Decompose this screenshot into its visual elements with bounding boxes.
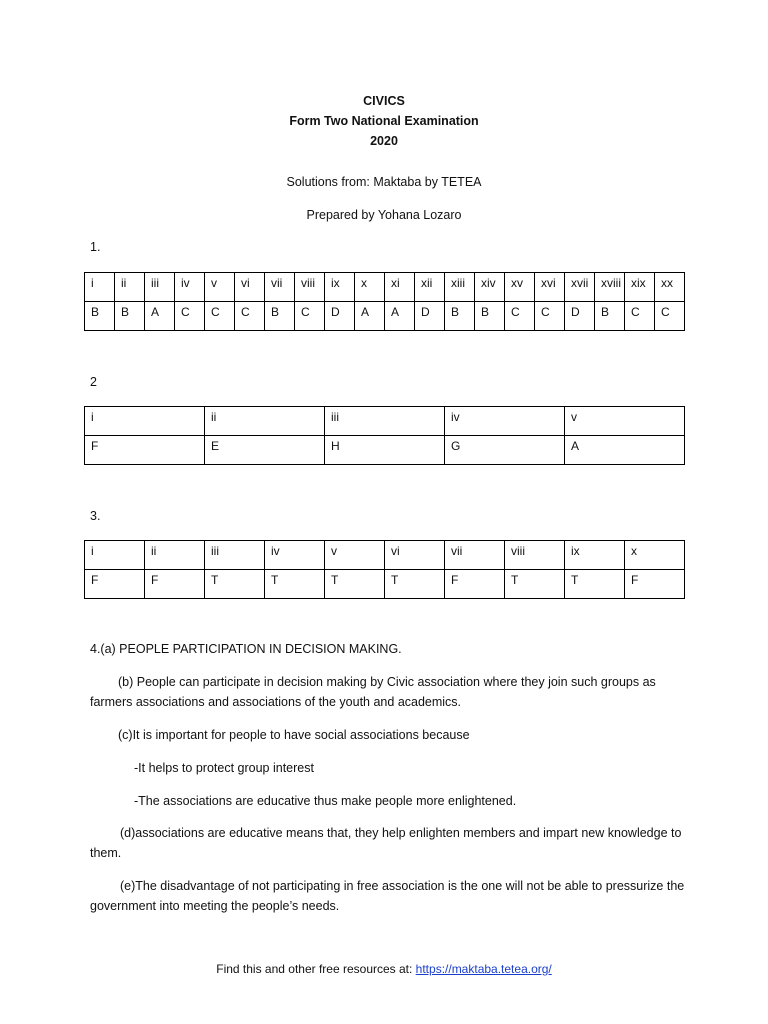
- q4-part-a: 4.(a) PEOPLE PARTICIPATION IN DECISION MAKING.: [90, 642, 402, 656]
- question-number-cell: iii: [205, 541, 265, 570]
- answer-cell: F: [625, 570, 685, 599]
- q4-part-c: (c)It is important for people to have social associations because: [118, 728, 470, 742]
- q3-answer-table: [84, 540, 685, 599]
- question-number-cell: i: [85, 541, 145, 570]
- answer-cell: B: [265, 302, 295, 331]
- q2-header-row: [85, 407, 685, 436]
- answer-cell: F: [445, 570, 505, 599]
- question-number-cell: xiii: [445, 273, 475, 302]
- answer-cell: D: [415, 302, 445, 331]
- answer-cell: H: [325, 436, 445, 465]
- question-number-cell: xvi: [535, 273, 565, 302]
- question-number-cell: ix: [325, 273, 355, 302]
- question-number-cell: i: [85, 407, 205, 436]
- source-line: Solutions from: Maktaba by TETEA: [286, 175, 482, 189]
- answer-cell: F: [145, 570, 205, 599]
- question-number-cell: xi: [385, 273, 415, 302]
- q2-label: 2: [90, 375, 97, 389]
- q1-header-row: [85, 273, 685, 302]
- exam-year: 2020: [370, 134, 398, 148]
- answer-cell: T: [385, 570, 445, 599]
- q4-part-b: (b) People can participate in decision making by Civic association where they join such groups as farmers associations and associations of the youth and academics.: [90, 675, 656, 709]
- answer-cell: C: [205, 302, 235, 331]
- q2-answer-row: [85, 436, 685, 465]
- answer-cell: F: [85, 570, 145, 599]
- question-number-cell: iv: [265, 541, 325, 570]
- q3-label: 3.: [90, 509, 101, 523]
- question-number-cell: xii: [415, 273, 445, 302]
- question-number-cell: vii: [265, 273, 295, 302]
- answer-cell: T: [325, 570, 385, 599]
- q4-part-c-point-1: -It helps to protect group interest: [134, 761, 314, 775]
- answer-cell: B: [475, 302, 505, 331]
- answer-cell: G: [445, 436, 565, 465]
- question-number-cell: ix: [565, 541, 625, 570]
- question-number-cell: v: [565, 407, 685, 436]
- answer-cell: T: [265, 570, 325, 599]
- answer-cell: T: [565, 570, 625, 599]
- question-number-cell: iii: [325, 407, 445, 436]
- answer-cell: C: [625, 302, 655, 331]
- question-number-cell: iv: [445, 407, 565, 436]
- question-number-cell: iv: [175, 273, 205, 302]
- answer-cell: T: [205, 570, 265, 599]
- answer-cell: C: [655, 302, 685, 331]
- question-number-cell: vii: [445, 541, 505, 570]
- question-number-cell: vi: [235, 273, 265, 302]
- answer-cell: C: [175, 302, 205, 331]
- question-number-cell: xix: [625, 273, 655, 302]
- q4-part-c-point-2: -The associations are educative thus make people more enlightened.: [134, 794, 517, 808]
- question-number-cell: ii: [205, 407, 325, 436]
- answer-cell: D: [325, 302, 355, 331]
- answer-cell: C: [235, 302, 265, 331]
- author-line: Prepared by Yohana Lozaro: [306, 208, 462, 222]
- q1-answer-row: [85, 302, 685, 331]
- q3-header-row: [85, 541, 685, 570]
- exam-title: Form Two National Examination: [289, 114, 479, 128]
- subject-title: CIVICS: [363, 94, 405, 108]
- answer-cell: C: [505, 302, 535, 331]
- question-number-cell: v: [205, 273, 235, 302]
- answer-cell: A: [385, 302, 415, 331]
- answer-cell: D: [565, 302, 595, 331]
- question-number-cell: xx: [655, 273, 685, 302]
- answer-cell: F: [85, 436, 205, 465]
- question-number-cell: x: [625, 541, 685, 570]
- answer-cell: A: [565, 436, 685, 465]
- answer-cell: E: [205, 436, 325, 465]
- question-number-cell: iii: [145, 273, 175, 302]
- answer-cell: C: [535, 302, 565, 331]
- q1-answer-table: [84, 272, 685, 331]
- q3-answer-row: [85, 570, 685, 599]
- question-number-cell: xvii: [565, 273, 595, 302]
- q4-part-d: (d)associations are educative means that, they help enlighten members and impart new knowledge to them.: [90, 826, 682, 860]
- footer: [0, 962, 768, 976]
- question-number-cell: xiv: [475, 273, 505, 302]
- answer-cell: A: [145, 302, 175, 331]
- question-number-cell: xv: [505, 273, 535, 302]
- question-number-cell: i: [85, 273, 115, 302]
- answer-cell: B: [445, 302, 475, 331]
- q4-part-e: (e)The disadvantage of not participating in free association is the one will not be able to pressurize the government into meeting the people’s needs.: [90, 879, 685, 913]
- answer-cell: B: [595, 302, 625, 331]
- question-number-cell: xviii: [595, 273, 625, 302]
- question-number-cell: v: [325, 541, 385, 570]
- answer-cell: B: [115, 302, 145, 331]
- question-number-cell: ii: [115, 273, 145, 302]
- question-number-cell: viii: [295, 273, 325, 302]
- footer-link[interactable]: https://maktaba.tetea.org/: [415, 962, 552, 976]
- answer-cell: T: [505, 570, 565, 599]
- question-number-cell: vi: [385, 541, 445, 570]
- question-number-cell: x: [355, 273, 385, 302]
- answer-cell: A: [355, 302, 385, 331]
- question-number-cell: ii: [145, 541, 205, 570]
- answer-cell: B: [85, 302, 115, 331]
- question-number-cell: viii: [505, 541, 565, 570]
- q1-label: 1.: [90, 240, 101, 254]
- q2-answer-table: [84, 406, 685, 465]
- footer-text: Find this and other free resources at:: [216, 962, 416, 976]
- answer-cell: C: [295, 302, 325, 331]
